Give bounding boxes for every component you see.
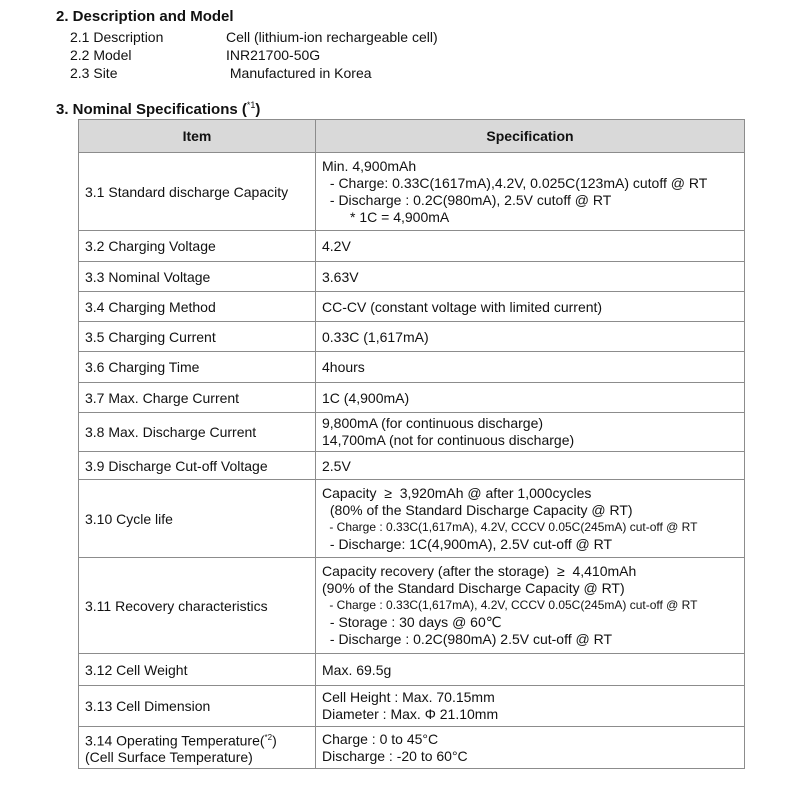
section-3-title-note: *1 xyxy=(246,100,256,110)
item-line xyxy=(85,729,309,750)
spec-line: Capacity recovery (after the storage) ≥ 4,410mAh xyxy=(322,563,637,579)
spec-cell: 4.2V xyxy=(316,231,745,262)
section-3-title-close: ) xyxy=(255,101,261,118)
item-cell: 3.6 Charging Time xyxy=(79,352,316,383)
spec-cell: 4hours xyxy=(316,352,745,383)
spec-line: Min. 4,900mAh xyxy=(322,157,417,174)
item-cell: 3.9 Discharge Cut-off Voltage xyxy=(79,452,316,480)
table-row xyxy=(79,558,745,654)
table-row xyxy=(79,292,745,322)
spec-line: Charge : 0 to 45°C xyxy=(322,730,439,747)
description-row xyxy=(70,28,438,46)
model-row xyxy=(70,46,320,64)
section-2-title: 2. Description and Model xyxy=(56,8,234,25)
spec-line: Cell Height : Max. 70.15mm xyxy=(322,689,495,705)
spec-line: Capacity ≥ 3,920mAh @ after 1,000cycles xyxy=(322,484,592,501)
table-row xyxy=(79,452,745,480)
item-cell: 3.2 Charging Voltage xyxy=(79,231,316,262)
table-row xyxy=(79,322,745,352)
spec-line: (80% of the Standard Discharge Capacity @ RT) xyxy=(326,501,633,518)
spec-cell xyxy=(316,727,745,769)
item-cell: 3.13 Cell Dimension xyxy=(79,686,316,727)
item-line: (Cell Surface Temperature) xyxy=(85,749,253,766)
item-cell: 3.4 Charging Method xyxy=(79,292,316,322)
spec-line: - Charge : 0.33C(1,617mA), 4.2V, CCCV 0.05C(245mA) cut-off @ RT xyxy=(326,519,698,534)
table-row xyxy=(79,231,745,262)
table-row xyxy=(79,686,745,727)
description-value: Cell (lithium-ion rechargeable cell) xyxy=(226,29,438,45)
spec-line: 9,800mA (for continuous discharge) xyxy=(322,415,544,431)
spec-line: - Charge: 0.33C(1617mA),4.2V, 0.025C(123mA) cutoff @ RT xyxy=(326,174,708,191)
table-row xyxy=(79,262,745,292)
table-row xyxy=(79,654,745,686)
spec-cell xyxy=(316,480,745,558)
table-header-row xyxy=(79,120,745,153)
header-specification: Specification xyxy=(316,120,745,153)
section-3-title-text: 3. Nominal Specifications ( xyxy=(56,101,247,118)
spec-line: Diameter : Max. Φ 21.10mm xyxy=(322,706,499,722)
specifications-table xyxy=(78,119,745,769)
spec-cell: 1C (4,900mA) xyxy=(316,383,745,413)
spec-line: * 1C = 4,900mA xyxy=(350,208,450,225)
item-cell: 3.8 Max. Discharge Current xyxy=(79,413,316,452)
model-value: INR21700-50G xyxy=(226,47,321,63)
spec-cell: 0.33C (1,617mA) xyxy=(316,322,745,352)
item-cell: 3.12 Cell Weight xyxy=(79,654,316,686)
item-cell: 3.11 Recovery characteristics xyxy=(79,558,316,654)
site-row xyxy=(70,64,372,82)
item-note: *2 xyxy=(264,732,273,742)
spec-line: - Storage : 30 days @ 60℃ xyxy=(326,614,502,630)
item-cell xyxy=(79,727,316,769)
spec-cell: 2.5V xyxy=(316,452,745,480)
site-label: 2.3 Site xyxy=(70,65,118,81)
item-cell: 3.10 Cycle life xyxy=(79,480,316,558)
header-item: Item xyxy=(79,120,316,153)
spec-cell: 3.63V xyxy=(316,262,745,292)
spec-line: - Discharge : 0.2C(980mA) 2.5V cut-off @ RT xyxy=(326,631,613,647)
spec-cell: CC-CV (constant voltage with limited current) xyxy=(316,292,745,322)
spec-line: 14,700mA (not for continuous discharge) xyxy=(322,432,575,448)
spec-line: - Discharge : 0.2C(980mA), 2.5V cutoff @ RT xyxy=(326,191,612,208)
spec-cell xyxy=(316,413,745,452)
item-cell: 3.7 Max. Charge Current xyxy=(79,383,316,413)
table-row xyxy=(79,727,745,769)
table-row xyxy=(79,352,745,383)
spec-line: - Charge : 0.33C(1,617mA), 4.2V, CCCV 0.05C(245mA) cut-off @ RT xyxy=(326,598,698,612)
table-row xyxy=(79,413,745,452)
item-close: ) xyxy=(272,732,277,749)
spec-line: (90% of the Standard Discharge Capacity @ RT) xyxy=(322,580,625,596)
item-cell: 3.1 Standard discharge Capacity xyxy=(79,153,316,231)
spec-cell: Max. 69.5g xyxy=(316,654,745,686)
spec-cell xyxy=(316,558,745,654)
item-text: 3.14 Operating Temperature( xyxy=(85,732,265,749)
section-3-title xyxy=(56,100,260,118)
table-row xyxy=(79,480,745,558)
site-value: Manufactured in Korea xyxy=(226,65,372,81)
table-row xyxy=(79,153,745,231)
item-cell: 3.5 Charging Current xyxy=(79,322,316,352)
table-row xyxy=(79,383,745,413)
spec-cell xyxy=(316,686,745,727)
spec-line: - Discharge: 1C(4,900mA), 2.5V cut-off @ RT xyxy=(326,535,613,552)
item-cell: 3.3 Nominal Voltage xyxy=(79,262,316,292)
description-label: 2.1 Description xyxy=(70,29,164,45)
spec-line: Discharge : -20 to 60°C xyxy=(322,747,468,764)
spec-cell xyxy=(316,153,745,231)
model-label: 2.2 Model xyxy=(70,47,132,63)
